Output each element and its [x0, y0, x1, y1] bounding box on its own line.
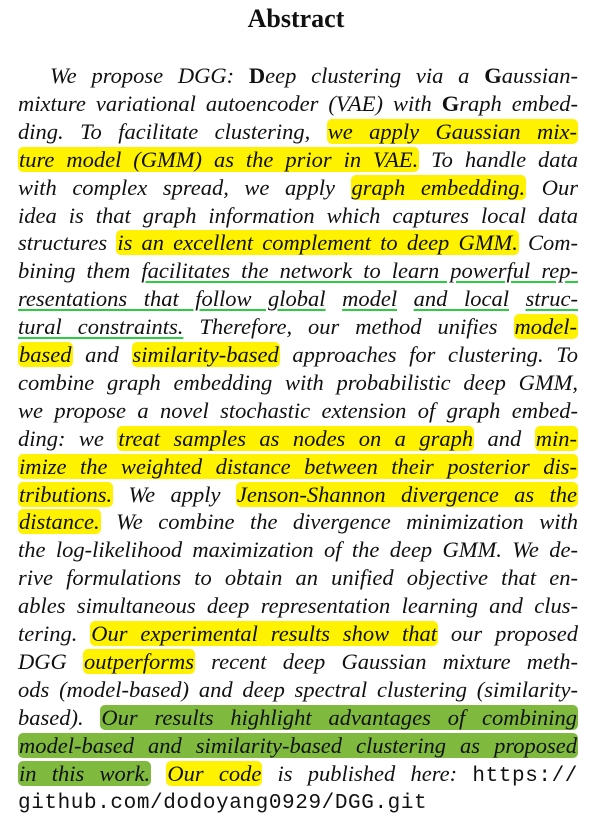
text-run: Com-: [518, 230, 578, 256]
highlight-yellow: is an excellent complement to deep GMM.: [117, 230, 518, 256]
abstract-line: [18, 397, 578, 425]
highlight-yellow: model-: [514, 314, 577, 340]
abstract-line: [18, 481, 578, 509]
abstract-line: [18, 118, 578, 146]
bold-initial: G: [484, 63, 502, 88]
underlined-phrase: tural constraints.: [18, 314, 184, 340]
highlight-yellow: tributions.: [19, 481, 113, 507]
abstract-line: [18, 620, 578, 648]
text-run: idea is that graph information which captures local data: [18, 202, 578, 228]
text-run: ding: we: [18, 425, 118, 451]
text-run: [326, 286, 343, 311]
abstract-line: [18, 536, 578, 564]
underlined-phrase: facilitates the network to learn powerful rep-: [141, 258, 578, 284]
text-run: and: [72, 342, 132, 367]
text-run: combine graph embedding with probabilistic deep GMM,: [18, 369, 578, 395]
abstract-line: [18, 508, 578, 536]
abstract-line: [18, 760, 578, 788]
text-run: [509, 286, 526, 311]
highlight-yellow: outperforms: [83, 648, 194, 674]
underlined-phrase: resentations that follow global: [18, 286, 326, 312]
text-run: Therefore, our method unifies: [183, 314, 514, 340]
text-run: aussian-: [501, 63, 578, 88]
text-run: based).: [18, 704, 101, 730]
highlight-green: model-based and similarity-based clustering as proposed: [19, 732, 577, 758]
text-run: ding. To facilitate clustering,: [18, 118, 327, 144]
abstract-heading: Abstract: [247, 4, 345, 33]
text-run: is published here:: [262, 760, 473, 786]
abstract-line: [18, 592, 578, 620]
highlight-yellow: treat samples as nodes on a graph: [118, 425, 474, 451]
highlight-yellow: we apply Gaussian mix-: [327, 118, 577, 144]
abstract-line: [18, 564, 578, 592]
highlight-yellow: based: [19, 342, 72, 367]
underlined-phrase: and local: [413, 286, 509, 312]
abstract-line: [18, 425, 578, 453]
highlight-yellow: graph embedding.: [351, 174, 526, 200]
abstract-line: [18, 257, 578, 285]
underlined-phrase: model: [342, 286, 398, 312]
bold-initial: D: [248, 63, 266, 88]
abstract-line: [18, 285, 578, 313]
text-run: DGG: [18, 648, 83, 674]
highlight-yellow: Our code: [167, 760, 262, 786]
text-run: We propose DGG:: [50, 63, 249, 88]
abstract-line: [50, 62, 578, 90]
highlight-yellow: min-: [535, 425, 577, 451]
text-run: We apply: [113, 481, 236, 507]
abstract-line: [18, 313, 578, 341]
code-url[interactable]: https://: [472, 764, 579, 788]
text-run: ods (model-based) and deep spectral clustering (similarity-: [18, 676, 578, 702]
text-run: To handle data: [419, 146, 579, 172]
bold-initial: G: [441, 90, 460, 116]
abstract-line: [18, 787, 427, 815]
abstract-line: [18, 676, 578, 704]
text-run: rive formulations to obtain an unified objective that en-: [18, 565, 578, 591]
text-run: structures: [18, 230, 117, 256]
text-run: approaches for clustering. To: [279, 342, 578, 367]
text-run: tering.: [18, 621, 91, 646]
code-url[interactable]: github.com/dodoyang0929/DGG.git: [18, 792, 428, 816]
highlight-yellow: ture model (GMM) as the prior in VAE.: [19, 146, 419, 172]
text-run: our proposed: [438, 621, 579, 646]
abstract-line: [18, 648, 578, 676]
abstract-line: [18, 704, 578, 732]
highlight-yellow: similarity-based: [132, 342, 279, 367]
text-run: and: [474, 425, 535, 451]
highlight-yellow: imize the weighted distance between their posterior dis-: [19, 453, 577, 479]
highlight-yellow: Our experimental results show that: [91, 621, 438, 646]
text-run: Our: [526, 174, 578, 200]
highlight-yellow: Jenson-Shannon divergence as the: [236, 481, 578, 507]
highlight-green: Our results highlight advantages of combining: [101, 704, 577, 730]
text-run: We combine the divergence minimization with: [100, 509, 578, 535]
text-run: raph embed-: [459, 90, 578, 116]
abstract-line: [18, 369, 578, 397]
highlight-green: in this work.: [19, 760, 151, 786]
abstract-line: [18, 90, 578, 118]
text-run: we propose a novel stochastic extension of graph embed-: [18, 397, 578, 423]
abstract-line: [18, 229, 578, 257]
text-run: with complex spread, we apply: [18, 174, 351, 200]
abstract-line: [18, 732, 578, 760]
abstract-line: [18, 341, 578, 369]
abstract-line: [18, 453, 578, 481]
text-run: eep clustering via a: [265, 63, 485, 88]
text-run: [397, 286, 414, 311]
text-run: [151, 761, 166, 786]
abstract-line: [18, 202, 578, 230]
text-run: mixture variational autoencoder (VAE) with: [18, 90, 442, 116]
highlight-yellow: distance.: [19, 509, 100, 535]
text-run: the log-likelihood maximization of the deep GMM. We de-: [18, 537, 578, 563]
text-run: bining them: [18, 258, 142, 284]
underlined-phrase: struc-: [525, 286, 578, 312]
abstract-line: [18, 146, 578, 174]
abstract-line: [18, 174, 578, 202]
text-run: recent deep Gaussian mixture meth-: [194, 648, 578, 674]
text-run: ables simultaneous deep representation learning and clus-: [18, 593, 578, 619]
